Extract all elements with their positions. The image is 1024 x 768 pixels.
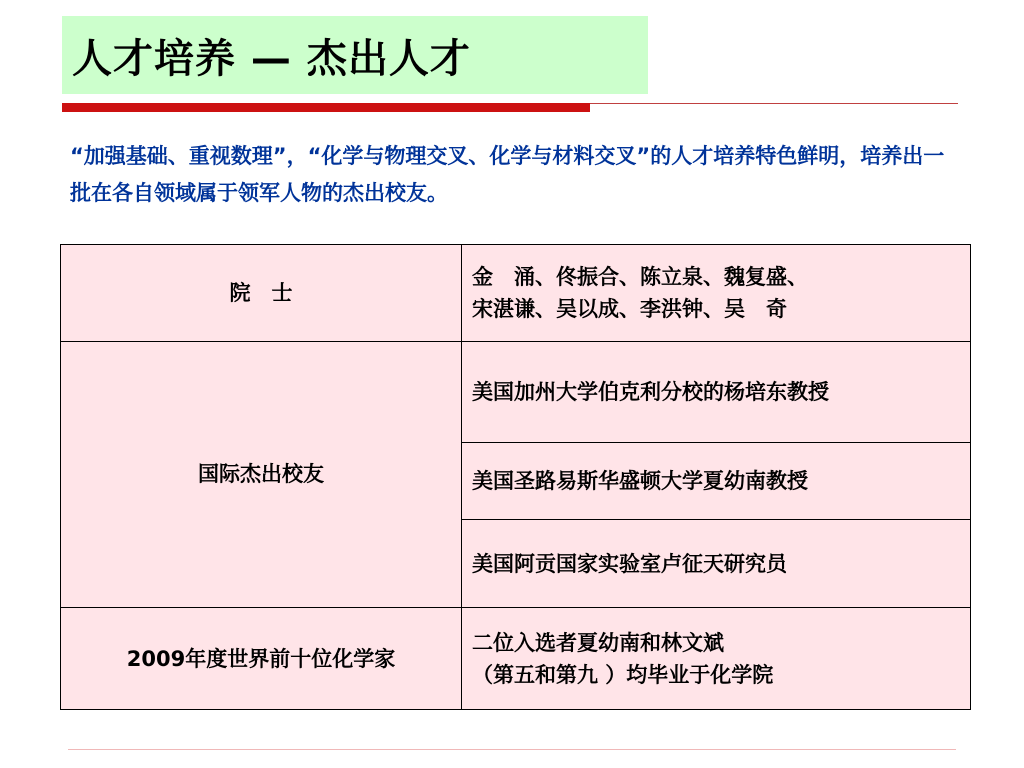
footer-divider xyxy=(68,749,956,750)
international-alumni-entry-2: 美国圣路易斯华盛顿大学夏幼南教授 xyxy=(462,443,971,519)
title-banner xyxy=(62,16,648,94)
table-row-international-1 xyxy=(61,341,971,443)
top-chemists-detail xyxy=(462,608,971,710)
title-underline-red xyxy=(62,103,590,112)
alumni-table xyxy=(60,244,971,710)
international-alumni-entry-1: 美国加州大学伯克利分校的杨培东教授 xyxy=(462,341,971,443)
category-academicians: 院 士 xyxy=(61,245,462,342)
title-underline-thin xyxy=(590,103,958,104)
top-chemists-line-2: （第五和第九 ）均毕业于化学院 xyxy=(472,662,774,687)
table-row-academicians xyxy=(61,245,971,342)
academicians-line-1: 金 涌、佟振合、陈立泉、魏复盛、 xyxy=(472,264,808,289)
category-top-chemists: 2009年度世界前十位化学家 xyxy=(61,608,462,710)
academicians-line-2: 宋湛谦、吴以成、李洪钟、吴 奇 xyxy=(472,296,787,321)
intro-paragraph: “加强基础、重视数理”，“化学与物理交叉、化学与材料交叉”的人才培养特色鲜明，培养出一批在各自领域属于领军人物的杰出校友。 xyxy=(70,144,945,205)
slide-title: 人才培养 — 杰出人才 xyxy=(72,35,471,82)
top-chemists-line-1: 二位入选者夏幼南和林文斌 xyxy=(472,630,724,655)
table-row-top-chemists xyxy=(61,608,971,710)
international-alumni-entry-3: 美国阿贡国家实验室卢征天研究员 xyxy=(462,519,971,608)
academicians-list xyxy=(462,245,971,342)
category-international-alumni: 国际杰出校友 xyxy=(61,341,462,608)
